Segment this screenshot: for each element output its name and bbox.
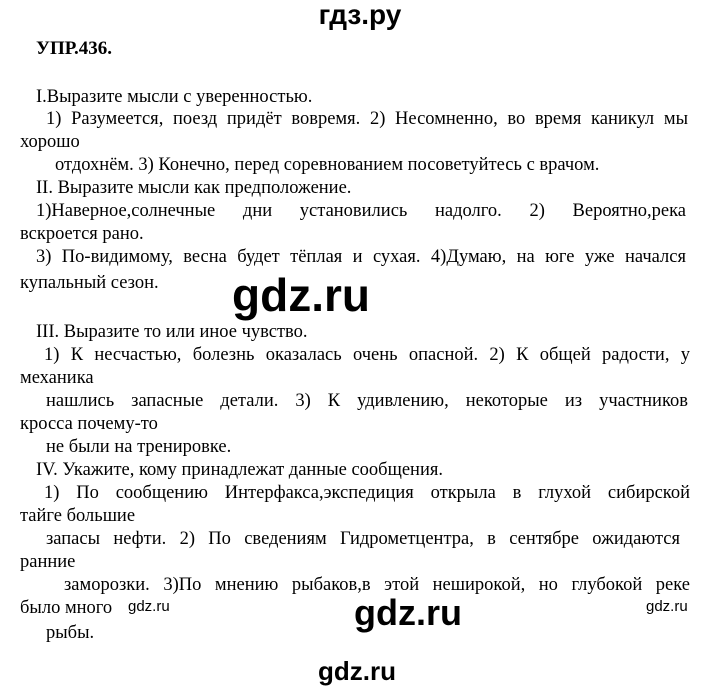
watermark-large: gdz.ru <box>232 269 370 321</box>
text-line: рыбы. <box>46 623 95 643</box>
text-line: нашлись запасные детали. 3) К удивлению, некоторые из участников <box>46 391 688 411</box>
section-heading-4: IV. Укажите, кому принадлежат данные сообщения. <box>36 460 443 480</box>
text-line: было много <box>20 598 113 618</box>
text-line: отдохнём. 3) Конечно, перед соревнованием посоветуйтесь с врачом. <box>55 155 600 175</box>
text-line: не были на тренировке. <box>46 437 232 457</box>
section-heading-3: III. Выразите то или иное чувство. <box>36 322 308 342</box>
text-line: запасы нефти. 2) По сведениям Гидрометцентра, в сентябре ожидаются <box>46 529 680 549</box>
text-line: 1) К несчастью, болезнь оказалась очень опасной. 2) К общей радости, у <box>44 345 690 365</box>
text-line: 1)Наверное,солнечные дни установились надолго. 2) Вероятно,река <box>36 201 686 221</box>
watermark-small-right: gdz.ru <box>646 598 688 615</box>
watermark-small-left: gdz.ru <box>128 598 170 615</box>
text-line: тайге большие <box>20 506 136 526</box>
text-line: 1) Разумеется, поезд придёт вовремя. 2) Несомненно, во время каникул мы <box>46 109 688 129</box>
section-heading-2: II. Выразите мысли как предположение. <box>36 178 352 198</box>
site-header: гдз.ру <box>318 0 402 30</box>
text-line: заморозки. 3)По мнению рыбаков,в этой неширокой, но глубокой реке <box>64 575 690 595</box>
text-line: вскроется рано. <box>20 224 144 244</box>
section-heading-1: I.Выразите мысли с уверенностью. <box>36 87 313 107</box>
text-line: механика <box>20 368 94 388</box>
exercise-title: УПР.436. <box>36 38 112 59</box>
text-line: купальный сезон. <box>20 273 159 293</box>
text-line: хорошо <box>20 132 80 152</box>
text-line: 3) По-видимому, весна будет тёплая и сухая. 4)Думаю, на юге уже начался <box>36 247 686 267</box>
watermark-middle: gdz.ru <box>354 592 462 633</box>
text-line: 1) По сообщению Интерфакса,экспедиция открыла в глухой сибирской <box>44 483 690 503</box>
watermark-footer: gdz.ru <box>318 656 396 686</box>
text-line: кросса почему-то <box>20 414 158 434</box>
text-line: ранние <box>20 552 76 572</box>
